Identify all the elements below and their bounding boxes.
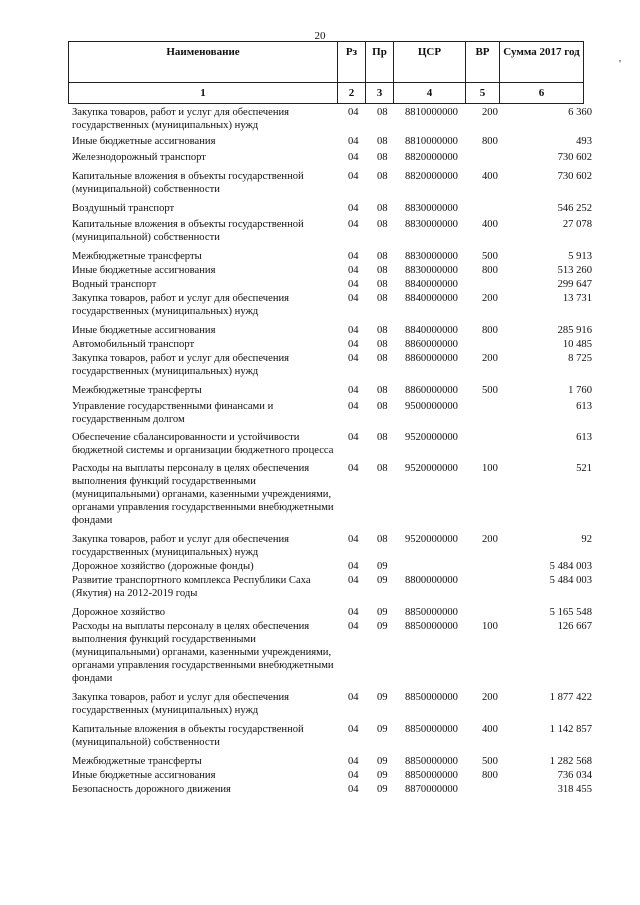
row-rz: 04 (348, 692, 359, 703)
table-row (72, 574, 592, 600)
row-rz: 04 (348, 784, 359, 795)
row-sum: 8 725 (568, 353, 592, 364)
table-header (68, 41, 584, 104)
row-rz: 04 (348, 251, 359, 262)
row-rz: 04 (348, 136, 359, 147)
header-sum: Сумма 2017 год (500, 42, 584, 83)
row-sum: 126 667 (557, 621, 592, 632)
row-rz: 04 (348, 279, 359, 290)
table-row (72, 324, 592, 337)
row-pr: 08 (377, 152, 388, 163)
row-sum: 613 (576, 432, 592, 443)
row-sum: 318 455 (557, 784, 592, 795)
row-sum: 513 260 (557, 265, 592, 276)
row-sum: 1 142 857 (549, 724, 592, 735)
row-pr: 08 (377, 293, 388, 304)
row-csr: 8840000000 (405, 293, 458, 304)
row-rz: 04 (348, 203, 359, 214)
table-row (72, 755, 592, 768)
row-csr: 8810000000 (405, 136, 458, 147)
row-rz: 04 (348, 219, 359, 230)
row-vr: 500 (482, 756, 498, 767)
row-csr: 9520000000 (405, 432, 458, 443)
row-sum: 1 877 422 (549, 692, 592, 703)
row-sum: 5 913 (568, 251, 592, 262)
row-vr: 200 (482, 534, 498, 545)
row-sum: 92 (581, 534, 592, 545)
row-pr: 08 (377, 353, 388, 364)
row-name: Расходы на выплаты персоналу в целях обеспечения выполнения функций государственными (муниципальными) органами, казенными учреждениями, органами управления государственными внебюджетными фондами (72, 463, 334, 526)
row-name: Управление государственными финансами и государственным долгом (72, 401, 274, 425)
row-sum: 5 165 548 (549, 607, 592, 618)
row-pr: 08 (377, 401, 388, 412)
row-sum: 521 (576, 463, 592, 474)
row-sum: 1 282 568 (549, 756, 592, 767)
row-sum: 730 602 (557, 171, 592, 182)
row-name: Иные бюджетные ассигнования (72, 770, 216, 781)
row-sum: 285 916 (557, 325, 592, 336)
row-vr: 200 (482, 293, 498, 304)
table-row (72, 620, 592, 685)
row-vr: 100 (482, 463, 498, 474)
row-csr: 8830000000 (405, 203, 458, 214)
table-row (72, 278, 592, 291)
row-pr: 08 (377, 265, 388, 276)
row-vr: 500 (482, 385, 498, 396)
row-rz: 04 (348, 770, 359, 781)
row-csr: 9520000000 (405, 534, 458, 545)
row-sum: 5 484 003 (549, 575, 592, 586)
row-csr: 9520000000 (405, 463, 458, 474)
table-row (72, 250, 592, 263)
row-csr: 8830000000 (405, 219, 458, 230)
row-pr: 09 (377, 561, 388, 572)
row-name: Воздушный транспорт (72, 203, 175, 214)
row-csr: 8850000000 (405, 621, 458, 632)
row-rz: 04 (348, 293, 359, 304)
page-number: 20 (314, 30, 326, 42)
row-rz: 04 (348, 171, 359, 182)
row-rz: 04 (348, 265, 359, 276)
row-csr: 8850000000 (405, 770, 458, 781)
row-name: Иные бюджетные ассигнования (72, 265, 216, 276)
row-vr: 800 (482, 325, 498, 336)
row-pr: 08 (377, 432, 388, 443)
table-row (72, 151, 592, 164)
row-rz: 04 (348, 756, 359, 767)
row-name: Закупка товаров, работ и услуг для обеспечения государственных (муниципальных) нужд (72, 107, 290, 131)
row-name: Водный транспорт (72, 279, 157, 290)
row-csr: 9500000000 (405, 401, 458, 412)
row-csr: 8830000000 (405, 265, 458, 276)
row-pr: 08 (377, 463, 388, 474)
row-pr: 09 (377, 621, 388, 632)
row-name: Капитальные вложения в объекты государственной (муниципальной) собственности (72, 171, 304, 195)
row-pr: 09 (377, 607, 388, 618)
table-row (72, 723, 592, 749)
row-rz: 04 (348, 401, 359, 412)
row-pr: 08 (377, 107, 388, 118)
row-name: Иные бюджетные ассигнования (72, 136, 216, 147)
table-row (72, 431, 592, 457)
row-vr: 200 (482, 353, 498, 364)
row-pr: 08 (377, 171, 388, 182)
row-rz: 04 (348, 353, 359, 364)
row-name: Закупка товаров, работ и услуг для обеспечения государственных (муниципальных) нужд (72, 353, 290, 377)
header-csr: ЦСР (394, 42, 466, 83)
row-vr: 500 (482, 251, 498, 262)
row-name: Дорожное хозяйство (дорожные фонды) (72, 561, 254, 572)
row-vr: 800 (482, 136, 498, 147)
row-csr: 8850000000 (405, 692, 458, 703)
row-name: Межбюджетные трансферты (72, 385, 202, 396)
col-number: 6 (500, 83, 584, 104)
row-sum: 5 484 003 (549, 561, 592, 572)
row-rz: 04 (348, 463, 359, 474)
table-row (72, 769, 592, 782)
row-name: Межбюджетные трансферты (72, 756, 202, 767)
table-row (72, 218, 592, 244)
col-number: 5 (466, 83, 500, 104)
row-rz: 04 (348, 607, 359, 618)
margin-mark: ' (619, 58, 621, 70)
row-sum: 27 078 (562, 219, 592, 230)
row-rz: 04 (348, 724, 359, 735)
row-csr: 8840000000 (405, 279, 458, 290)
header-name: Наименование (69, 42, 338, 83)
row-pr: 08 (377, 385, 388, 396)
row-sum: 10 485 (562, 339, 592, 350)
row-name: Обеспечение сбалансированности и устойчивости бюджетной системы и организации бюджетного процесса (72, 432, 334, 456)
row-sum: 1 760 (568, 385, 592, 396)
row-name: Иные бюджетные ассигнования (72, 325, 216, 336)
row-pr: 08 (377, 219, 388, 230)
row-sum: 546 252 (557, 203, 592, 214)
row-pr: 08 (377, 325, 388, 336)
row-rz: 04 (348, 575, 359, 586)
header-vr: ВР (466, 42, 500, 83)
row-sum: 493 (576, 136, 592, 147)
row-pr: 08 (377, 339, 388, 350)
row-vr: 400 (482, 219, 498, 230)
row-sum: 613 (576, 401, 592, 412)
table-body (72, 106, 592, 796)
row-name: Расходы на выплаты персоналу в целях обеспечения выполнения функций государственными (муниципальными) органами, казенными учреждениями, органами управления государственными внебюджетными фондами (72, 621, 334, 684)
row-csr: 8820000000 (405, 171, 458, 182)
row-name: Капитальные вложения в объекты государственной (муниципальной) собственности (72, 724, 304, 748)
row-sum: 6 360 (568, 107, 592, 118)
row-pr: 08 (377, 203, 388, 214)
table-row (72, 606, 592, 619)
row-sum: 13 731 (562, 293, 592, 304)
table-row (72, 264, 592, 277)
row-csr: 8850000000 (405, 724, 458, 735)
row-sum: 736 034 (557, 770, 592, 781)
row-name: Дорожное хозяйство (72, 607, 166, 618)
table-row (72, 462, 592, 527)
row-rz: 04 (348, 561, 359, 572)
table-row (72, 106, 592, 132)
row-pr: 08 (377, 251, 388, 262)
row-rz: 04 (348, 152, 359, 163)
table-row (72, 384, 592, 397)
col-number: 4 (394, 83, 466, 104)
col-number: 3 (366, 83, 394, 104)
row-name: Безопасность дорожного движения (72, 784, 231, 795)
table-row (72, 202, 592, 215)
row-rz: 04 (348, 621, 359, 632)
row-rz: 04 (348, 325, 359, 336)
row-csr: 8800000000 (405, 575, 458, 586)
row-pr: 09 (377, 770, 388, 781)
table-row (72, 292, 592, 318)
table-row (72, 338, 592, 351)
header-rz: Рз (338, 42, 366, 83)
row-sum: 730 602 (557, 152, 592, 163)
table-row (72, 783, 592, 796)
row-pr: 09 (377, 692, 388, 703)
row-pr: 08 (377, 534, 388, 545)
row-pr: 09 (377, 575, 388, 586)
row-name: Закупка товаров, работ и услуг для обеспечения государственных (муниципальных) нужд (72, 534, 290, 558)
row-rz: 04 (348, 385, 359, 396)
row-csr: 8840000000 (405, 325, 458, 336)
row-rz: 04 (348, 534, 359, 545)
row-csr: 8870000000 (405, 784, 458, 795)
row-csr: 8820000000 (405, 152, 458, 163)
row-csr: 8860000000 (405, 385, 458, 396)
row-csr: 8830000000 (405, 251, 458, 262)
row-pr: 09 (377, 756, 388, 767)
col-number: 1 (69, 83, 338, 104)
row-csr: 8860000000 (405, 339, 458, 350)
col-number: 2 (338, 83, 366, 104)
row-vr: 200 (482, 692, 498, 703)
row-vr: 800 (482, 265, 498, 276)
row-pr: 09 (377, 724, 388, 735)
row-csr: 8850000000 (405, 756, 458, 767)
row-name: Развитие транспортного комплекса Республики Саха (Якутия) на 2012-2019 годы (72, 575, 311, 599)
row-sum: 299 647 (557, 279, 592, 290)
row-name: Закупка товаров, работ и услуг для обеспечения государственных (муниципальных) нужд (72, 692, 290, 716)
table-row (72, 533, 592, 559)
row-csr: 8850000000 (405, 607, 458, 618)
row-rz: 04 (348, 339, 359, 350)
row-name: Железнодорожный транспорт (72, 152, 206, 163)
row-name: Закупка товаров, работ и услуг для обеспечения государственных (муниципальных) нужд (72, 293, 290, 317)
row-name: Автомобильный транспорт (72, 339, 195, 350)
table-row (72, 691, 592, 717)
table-row (72, 170, 592, 196)
row-rz: 04 (348, 107, 359, 118)
header-pr: Пр (366, 42, 394, 83)
row-rz: 04 (348, 432, 359, 443)
table-row (72, 560, 592, 573)
row-pr: 08 (377, 136, 388, 147)
row-csr: 8860000000 (405, 353, 458, 364)
row-csr: 8810000000 (405, 107, 458, 118)
row-pr: 08 (377, 279, 388, 290)
table-row (72, 400, 592, 426)
table-row (72, 352, 592, 378)
row-vr: 400 (482, 724, 498, 735)
row-vr: 200 (482, 107, 498, 118)
row-pr: 09 (377, 784, 388, 795)
row-vr: 400 (482, 171, 498, 182)
row-name: Межбюджетные трансферты (72, 251, 202, 262)
row-name: Капитальные вложения в объекты государственной (муниципальной) собственности (72, 219, 304, 243)
table-row (72, 135, 592, 148)
row-vr: 100 (482, 621, 498, 632)
row-vr: 800 (482, 770, 498, 781)
